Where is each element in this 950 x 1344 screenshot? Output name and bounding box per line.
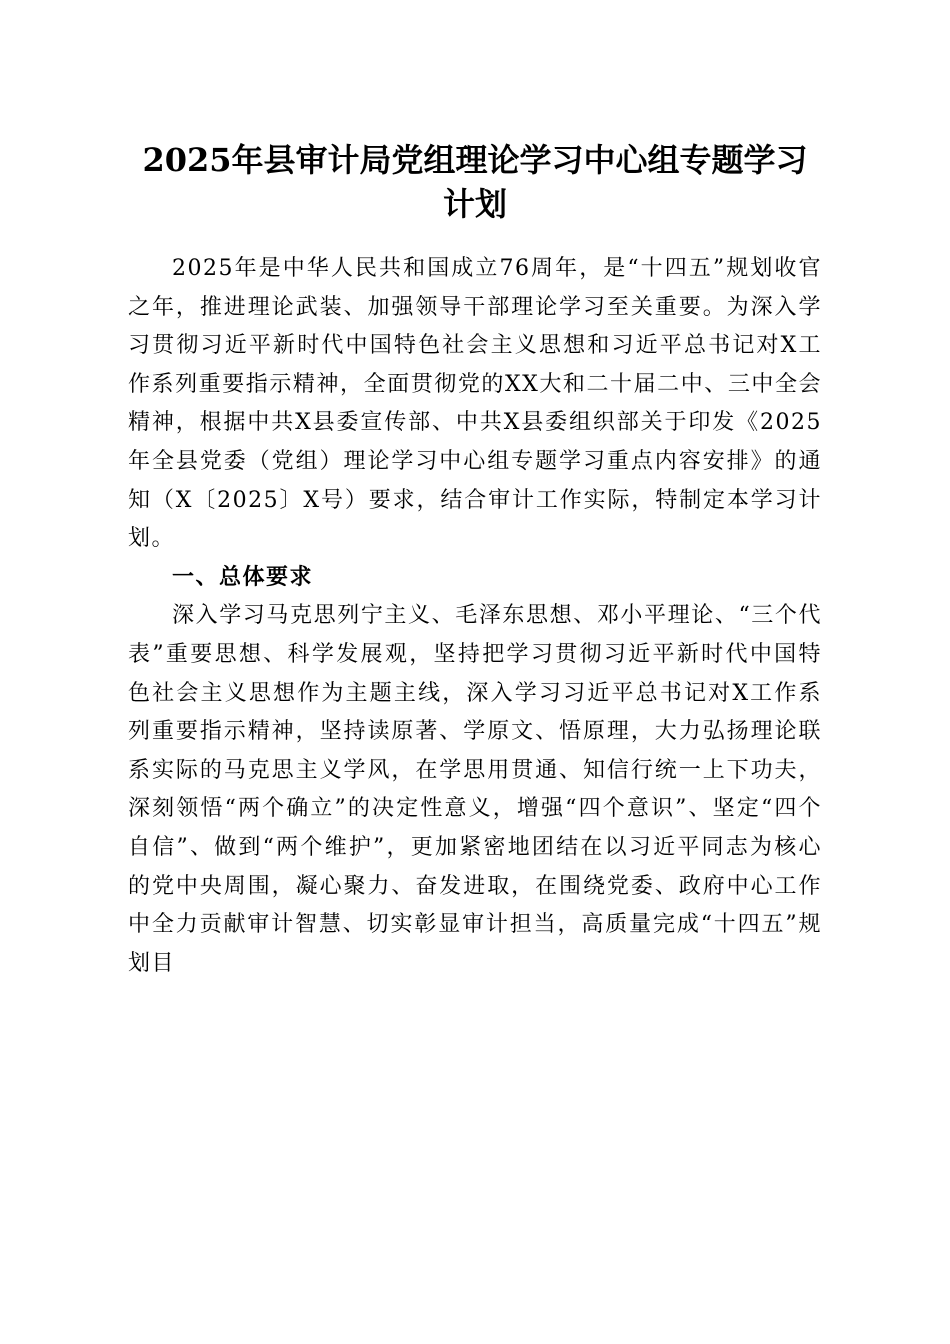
intro-paragraph: 2025年是中华人民共和国成立76周年，是“十四五”规划收官之年，推进理论武装、加强领导干部理论学习至关重要。为深入学习贯彻习近平新时代中国特色社会主义思想和习近平总书记对X工作系列重要指示精神，全面贯彻党的XX大和二十届二中、三中全会精神，根据中共X县委宣传部、中共X县委组织部关于印发《2025年全县党委（党组）理论学习中心组专题学习重点内容安排》的通知（X〔2025〕X号）要求，结合审计工作实际，特制定本学习计划。 xyxy=(128,256,822,552)
document-body xyxy=(128,250,822,983)
general-requirements-paragraph: 深入学习马克思列宁主义、毛泽东思想、邓小平理论、“三个代表”重要思想、科学发展观，坚持把学习贯彻习近平新时代中国特色社会主义思想作为主题主线，深入学习习近平总书记对X工作系列重要指示精神，坚持读原著、学原文、悟原理，大力弘扬理论联系实际的马克思主义学风，在学思用贯通、知信行统一上下功夫，深刻领悟“两个确立”的决定性意义，增强“四个意识”、坚定“四个自信”、做到“两个维护”，更加紧密地团结在以习近平同志为核心的党中央周围，凝心聚力、奋发进取，在围绕党委、政府中心工作中全力贡献审计智慧、切实彰显审计担当，高质量完成“十四五”规划目 xyxy=(128,603,822,976)
document-title: 2025年县审计局党组理论学习中心组专题学习计划 xyxy=(142,141,808,223)
section-heading-general-requirements: 一、总体要求 xyxy=(172,564,314,590)
